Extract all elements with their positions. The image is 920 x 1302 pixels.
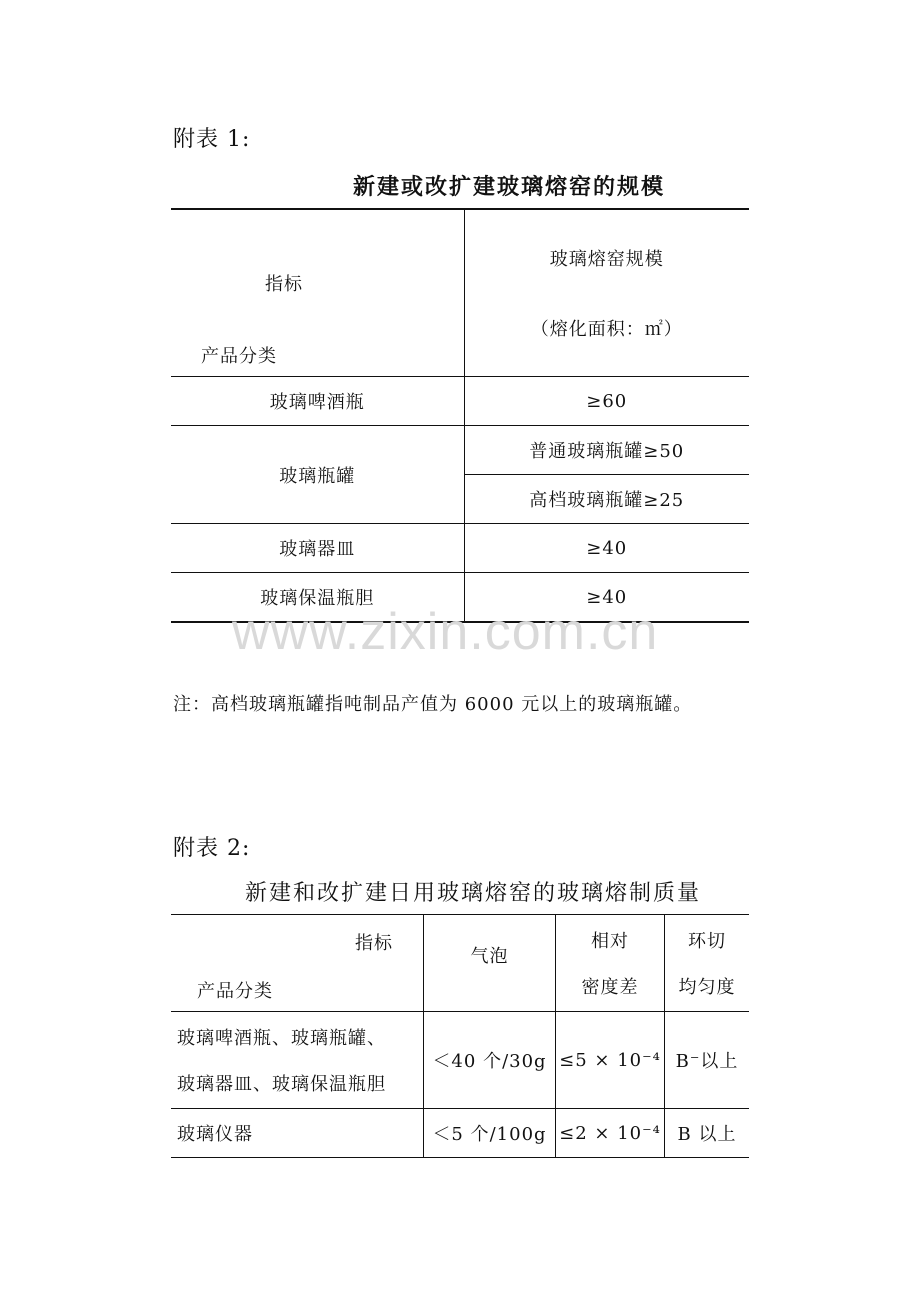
table1-note: 注：高档玻璃瓶罐指吨制品产值为 6000 元以上的玻璃瓶罐。 (173, 694, 693, 715)
table-row (171, 377, 749, 426)
row1-density: ≤5 × 10⁻⁴ (556, 1012, 665, 1109)
header-category: 产品分类 (197, 981, 273, 1002)
row1-bubbles: ＜40 个/30g (424, 1012, 556, 1109)
watermark: www.zixin.com.cn (232, 603, 659, 661)
row2-density: ≤2 × 10⁻⁴ (556, 1109, 665, 1158)
table-row (171, 524, 749, 573)
table2-header-row (171, 915, 749, 1012)
table2-header-diagonal-cell (171, 915, 424, 1012)
row-beer-bottle-name: 玻璃啤酒瓶 (171, 377, 464, 426)
table1-header-row (171, 209, 749, 377)
header-indicator: 指标 (265, 274, 303, 295)
table1-header-diagonal-cell (171, 209, 464, 377)
table2-caption: 附表 2: (173, 836, 251, 861)
table1 (171, 208, 749, 623)
row-vessels-value: ≥40 (464, 524, 749, 573)
table2 (171, 914, 749, 1158)
header-density: 相对 密度差 (556, 915, 665, 1012)
row-bottles-cans-name: 玻璃瓶罐 (171, 426, 464, 524)
row2-ring: B 以上 (665, 1109, 750, 1158)
row-thermos-value: ≥40 (464, 573, 749, 623)
header-indicator: 指标 (355, 933, 393, 954)
table-row (171, 1012, 749, 1109)
table2-title: 新建和改扩建日用玻璃熔窑的玻璃熔制质量 (244, 881, 701, 906)
row-bottles-cans-value-a: 普通玻璃瓶罐≥50 (464, 426, 749, 475)
row1-ring: B⁻以上 (665, 1012, 750, 1109)
header-scale-line1: 玻璃熔窑规模 (549, 249, 664, 270)
row-thermos-name: 玻璃保温瓶胆 (171, 573, 464, 623)
table1-header-scale (464, 209, 749, 377)
row2-name: 玻璃仪器 (171, 1109, 424, 1158)
table-row (171, 426, 749, 475)
table-row (171, 1109, 749, 1158)
table1-caption: 附表 1: (173, 127, 251, 152)
row-bottles-cans-value-b: 高档玻璃瓶罐≥25 (464, 475, 749, 524)
row-vessels-name: 玻璃器皿 (171, 524, 464, 573)
table1-title: 新建或改扩建玻璃熔窑的规模 (352, 174, 665, 200)
header-bubbles: 气泡 (424, 915, 556, 1012)
row2-bubbles: ＜5 个/100g (424, 1109, 556, 1158)
header-scale-line2: （熔化面积：㎡） (530, 319, 683, 340)
row-beer-bottle-value: ≥60 (464, 377, 749, 426)
row1-name: 玻璃啤酒瓶、玻璃瓶罐、 玻璃器皿、玻璃保温瓶胆 (171, 1012, 424, 1109)
header-ring: 环切 均匀度 (665, 915, 750, 1012)
header-category: 产品分类 (201, 346, 277, 367)
